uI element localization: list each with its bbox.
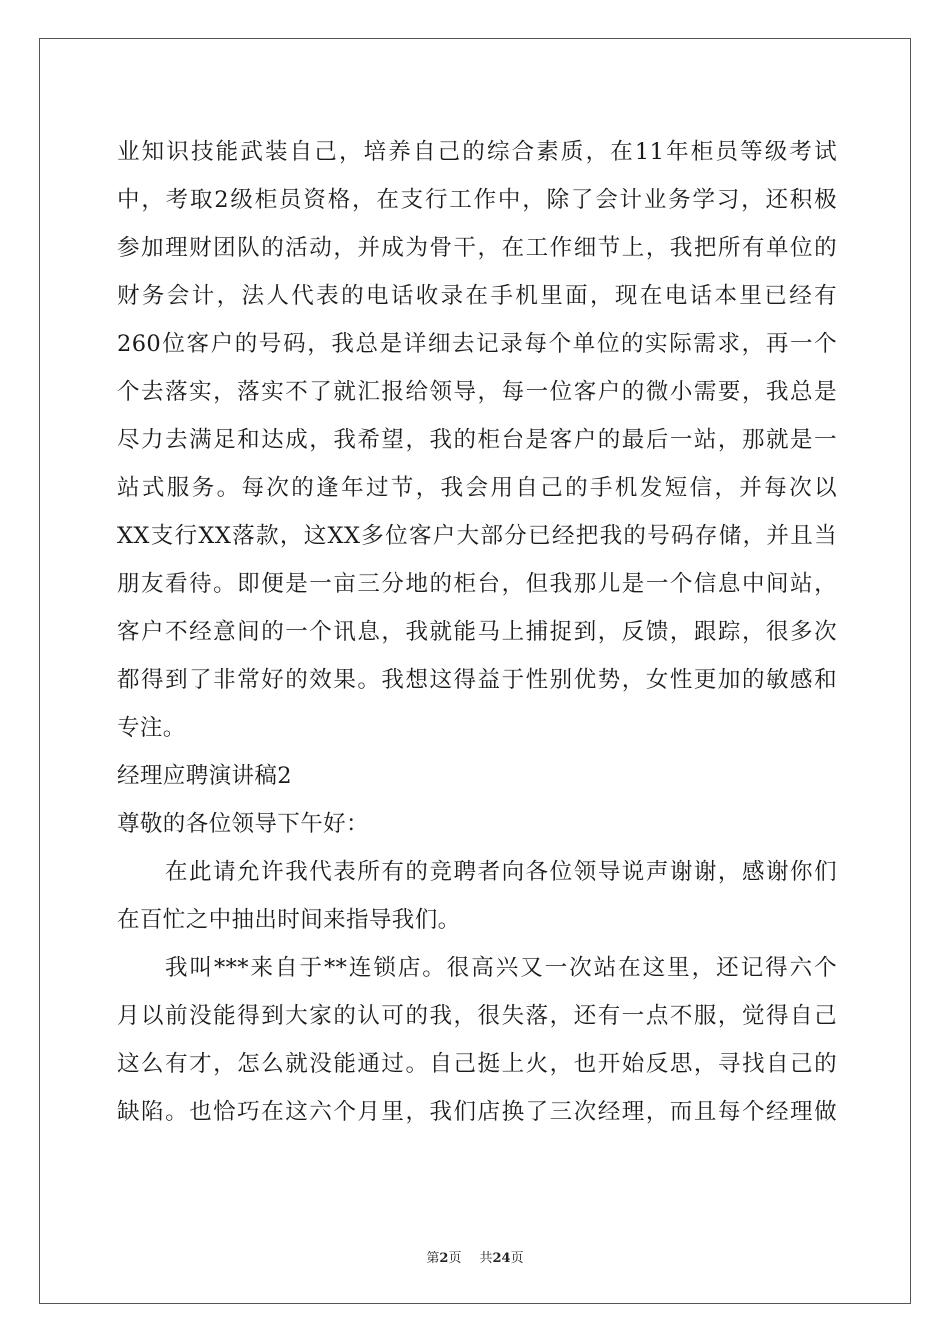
document-body xyxy=(117,128,837,1136)
paragraph-line: 站式服务。每次的逢年过节，我会用自己的手机发短信，并每次以 xyxy=(117,475,837,501)
paragraph-line: 在百忙之中抽出时间来指导我们。 xyxy=(117,907,461,933)
paragraph-line: 月以前没能得到大家的认可的我，很失落，还有一点不服，觉得自己 xyxy=(117,1003,837,1029)
salutation: 尊敬的各位领导下午好： xyxy=(117,811,369,837)
paragraph-line: 260位客户的号码，我总是详细去记录每个单位的实际需求，再一个 xyxy=(117,331,837,357)
paragraph-line: 中，考取2级柜员资格，在支行工作中，除了会计业务学习，还积极 xyxy=(117,187,837,213)
paragraph-line: 客户不经意间的一个讯息，我就能马上捕捉到，反馈，跟踪，很多次 xyxy=(117,619,837,645)
paragraph-line: 参加理财团队的活动，并成为骨干，在工作细节上，我把所有单位的 xyxy=(117,235,837,261)
paragraph-line: 缺陷。也恰巧在这六个月里，我们店换了三次经理，而且每个经理做 xyxy=(117,1099,837,1125)
paragraph-line: 在此请允许我代表所有的竞聘者向各位领导说声谢谢，感谢你们 xyxy=(165,859,837,885)
total-pages-number: 24 xyxy=(492,1251,511,1266)
total-prefix: 共 xyxy=(479,1251,493,1266)
page-suffix: 页 xyxy=(448,1251,462,1266)
paragraph-line: 我叫***来自于**连锁店。很高兴又一次站在这里，还记得六个 xyxy=(165,955,837,981)
section-title: 经理应聘演讲稿2 xyxy=(117,763,293,789)
paragraph-line: 财务会计，法人代表的电话收录在手机里面，现在电话本里已经有 xyxy=(117,283,837,309)
page-prefix: 第 xyxy=(426,1251,440,1266)
paragraph-line: 个去落实，落实不了就汇报给领导，每一位客户的微小需要，我总是 xyxy=(117,379,837,405)
paragraph-line: 这么有才，怎么就没能通过。自己挺上火，也开始反思，寻找自己的 xyxy=(117,1051,837,1077)
current-page-number: 2 xyxy=(439,1251,449,1266)
paragraph-line: 朋友看待。即便是一亩三分地的柜台，但我那儿是一个信息中间站， xyxy=(117,571,837,597)
page-footer xyxy=(0,1247,950,1266)
paragraph-line: 专注。 xyxy=(117,715,186,741)
paragraph-line: 都得到了非常好的效果。我想这得益于性别优势，女性更加的敏感和 xyxy=(117,667,837,693)
paragraph-line: 业知识技能武装自己，培养自己的综合素质，在11年柜员等级考试 xyxy=(117,139,837,165)
total-suffix: 页 xyxy=(510,1251,524,1266)
paragraph-line: 尽力去满足和达成，我希望，我的柜台是客户的最后一站，那就是一 xyxy=(117,427,837,453)
paragraph-line: XX支行XX落款，这XX多位客户大部分已经把我的号码存储，并且当 xyxy=(117,523,837,549)
